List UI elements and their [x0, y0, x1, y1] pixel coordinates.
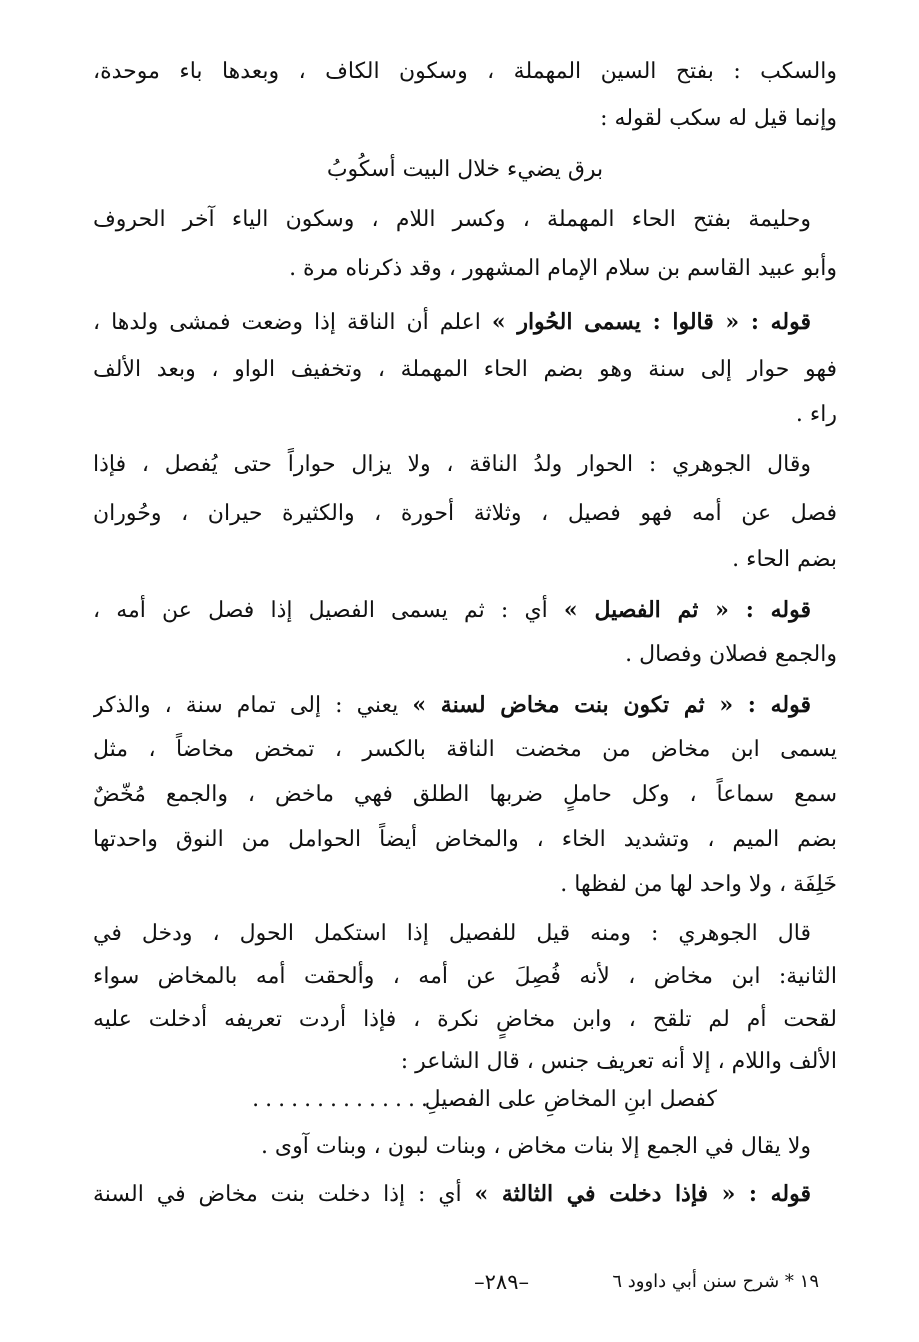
text-line: والسكب : بفتح السين المهملة ، وسكون الكاف ، وبعدها باء موحدة،	[93, 59, 837, 84]
text-line: راء .	[795, 402, 837, 427]
commentary-text: أي : ثم يسمى الفصيل إذا فصل عن أمه ،	[93, 598, 564, 623]
text-line: الثانية: ابن مخاض ، لأنه فُصِلَ عن أمه ، وألحقت أمه بالمخاض سواء	[93, 964, 837, 989]
quoted-lemma: قوله : « فإذا دخلت في الثالثة »	[474, 1181, 811, 1207]
quoted-lemma: قوله : « ثم الفصيل »	[563, 597, 812, 623]
verse-ellipsis: ...............	[252, 1087, 447, 1112]
quoted-lemma: قوله : « قالوا : يسمى الحُوار »	[491, 309, 811, 335]
text-line	[93, 588, 837, 632]
commentary-text: أي : إذا دخلت بنت مخاض في السنة	[93, 1182, 475, 1207]
commentary-text: اعلم أن الناقة إذا وضعت فمشى ولدها ،	[93, 310, 492, 335]
text-line: وحليمة بفتح الحاء المهملة ، وكسر اللام ، وسكون الياء آخر الحروف	[93, 207, 811, 232]
text-line: بضم الميم ، وتشديد الخاء ، والمخاض أيضاً الحوامل من النوق واحدتها	[93, 827, 837, 852]
text-line: ولا يقال في الجمع إلا بنات مخاض ، وبنات لبون ، وبنات آوى .	[260, 1134, 811, 1159]
page-number: –٢٨٩–	[474, 1270, 529, 1294]
text-line: وقال الجوهري : الحوار ولدُ الناقة ، ولا يزال حواراً حتى يُفصل ، فإذا	[93, 452, 811, 477]
text-line: والجمع فصلان وفصال .	[625, 642, 837, 667]
text-line: خَلِفَة ، ولا واحد لها من لفظها .	[560, 872, 837, 897]
quoted-lemma: قوله : « ثم تكون بنت مخاض لسنة »	[412, 692, 811, 718]
commentary-text: يعني : إلى تمام سنة ، والذكر	[93, 693, 413, 718]
text-line: بضم الحاء .	[732, 547, 837, 572]
text-line	[93, 683, 837, 727]
text-line	[93, 300, 837, 344]
text-line: يسمى ابن مخاض من مخضت الناقة بالكسر ، تمخض مخاضاً ، مثل	[93, 737, 837, 762]
text-line: برق يضيء خلال البيت أسكُوبُ	[326, 157, 604, 182]
footer-book-note: ١٩ * شرح سنن أبي داوود ٦	[612, 1271, 819, 1292]
text-line: فصل عن أمه فهو فصيل ، وثلاثة أحورة ، والكثيرة حيران ، وحُوران	[93, 501, 837, 526]
verse-hemistich: كفصل ابنِ المخاضِ على الفصيلِ	[424, 1087, 717, 1112]
text-line: فهو حوار إلى سنة وهو بضم الحاء المهملة ، وتخفيف الواو ، وبعد الألف	[93, 357, 837, 382]
text-line: الألف واللام ، إلا أنه تعريف جنس ، قال الشاعر :	[400, 1049, 837, 1074]
text-line: وأبو عبيد القاسم بن سلام الإمام المشهور ، وقد ذكرناه مرة .	[289, 256, 837, 281]
text-line: سمع سماعاً ، وكل حاملٍ ضربها الطلق فهي ماخض ، والجمع مُخّضٌ	[93, 782, 837, 807]
text-line: قال الجوهري : ومنه قيل للفصيل إذا استكمل الحول ، ودخل في	[93, 921, 811, 946]
text-line: لقحت أم لم تلقح ، وابن مخاضٍ نكرة ، فإذا أردت تعريفه أدخلت عليه	[93, 1007, 837, 1032]
text-line: وإنما قيل له سكب لقوله :	[600, 106, 837, 131]
text-line	[93, 1172, 837, 1216]
poetry-verse	[93, 1078, 837, 1122]
